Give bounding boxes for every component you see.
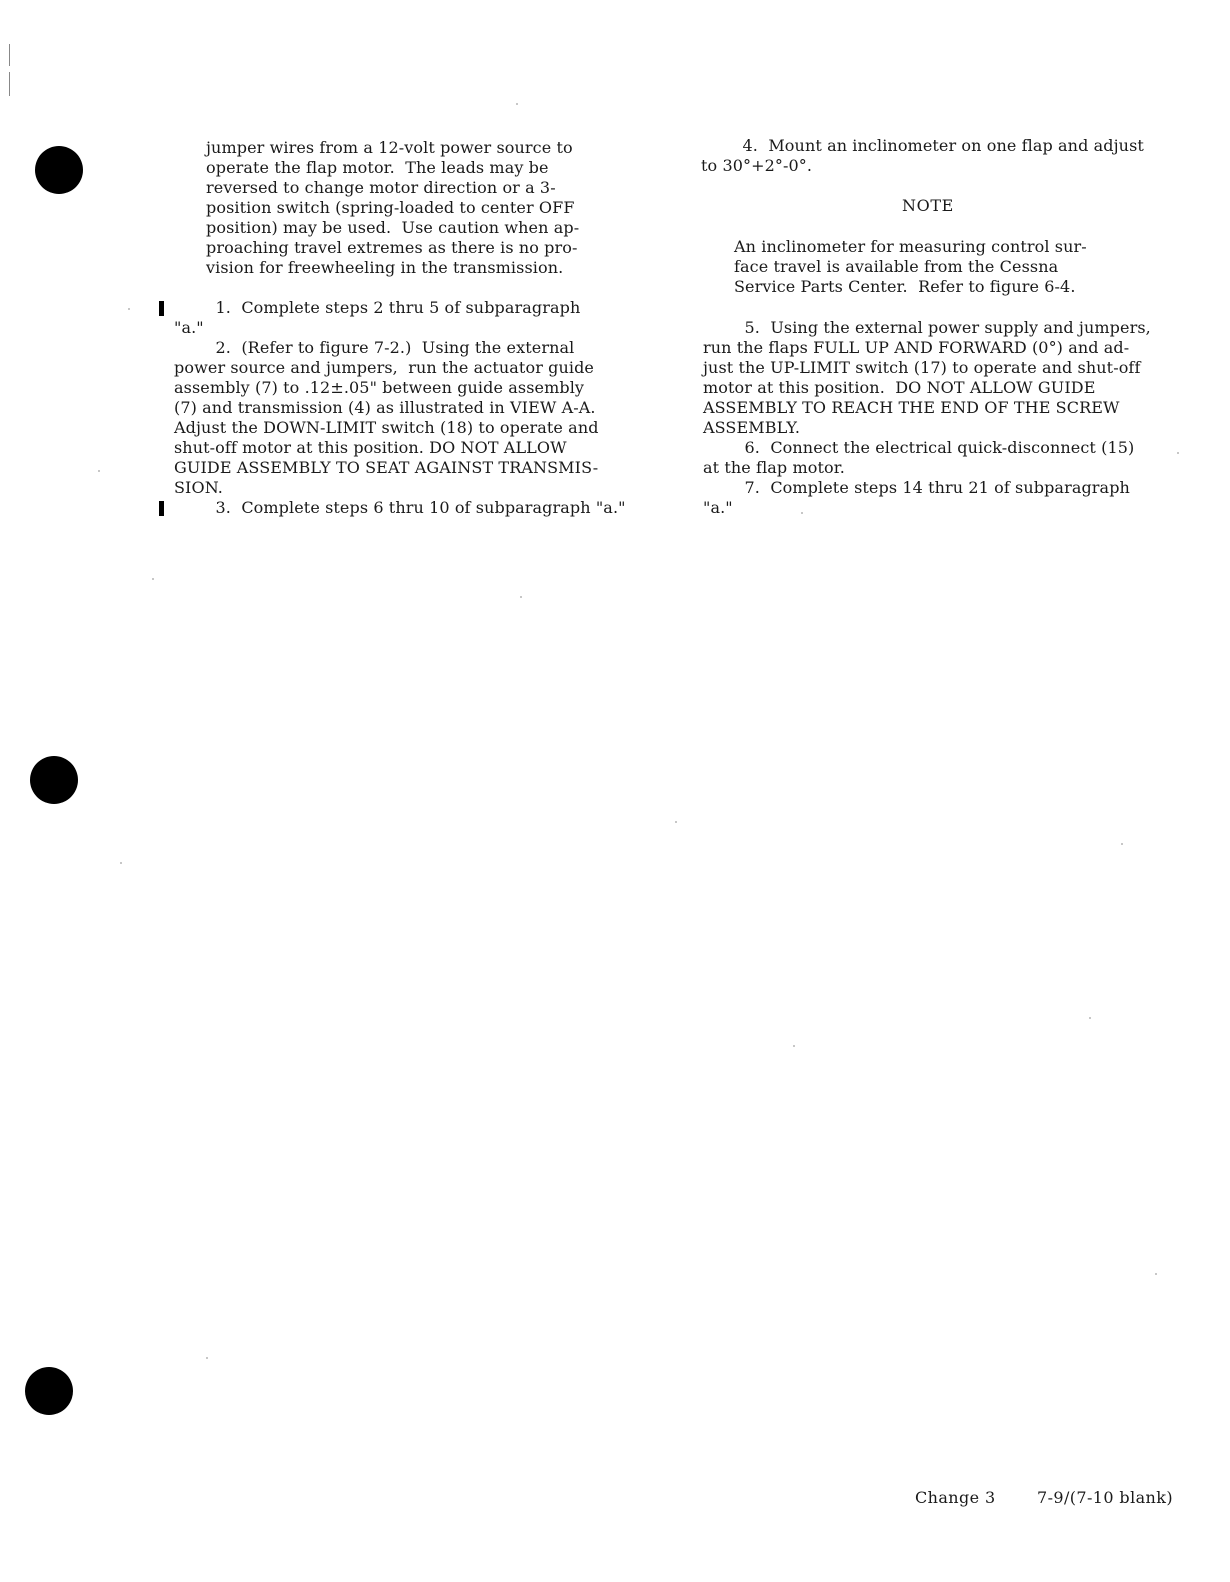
- scan-speck: [801, 512, 803, 514]
- scan-speck: [206, 1357, 208, 1359]
- step-2: 2. (Refer to figure 7-2.) Using the external power source and jumpers, run the actuator guide assembly (7) to .12±.05" between guide assembly (7) and transmission (4) as illustrated in VIEW A-A. Adjust the DOWN-LIMIT switch (18) to operate and shut-off motor at this position. DO NOT ALLOW GUIDE ASSEMBLY TO SEAT AGAINST TRANSMIS- SION.: [174, 338, 599, 497]
- scan-speck: [1121, 843, 1123, 845]
- step-1: 1. Complete steps 2 thru 5 of subparagraph "a.": [174, 298, 581, 337]
- page-number: 7-9/(7-10 blank): [1037, 1488, 1173, 1507]
- scan-speck: [1089, 1017, 1091, 1019]
- change-number: Change 3: [915, 1488, 996, 1507]
- scan-speck: [1177, 452, 1179, 454]
- step-3: 3. Complete steps 6 thru 10 of subparagraph "a.": [174, 498, 626, 517]
- binder-hole-middle: [30, 756, 78, 804]
- note-text: An inclinometer for measuring control sur- face travel is available from the Cessna Service Parts Center. Refer to figure 6-4.: [734, 237, 1087, 296]
- binder-hole-bottom: [25, 1367, 73, 1415]
- scan-speck: [128, 308, 130, 310]
- step-4: 4. Mount an inclinometer on one flap and adjust to 30°+2°-0°.: [701, 136, 1144, 175]
- note-heading: NOTE: [902, 196, 954, 215]
- step-7: 7. Complete steps 14 thru 21 of subparagraph "a.": [703, 478, 1130, 517]
- change-bar: [159, 301, 164, 316]
- change-bar: [159, 501, 164, 516]
- intro-paragraph: jumper wires from a 12-volt power source to operate the flap motor. The leads may be reversed to change motor direction or a 3- position switch (spring-loaded to center OFF position) may be used. Use caution when ap- proaching travel extremes as there is no pro- vision for freewheeling in the transmission.: [206, 138, 580, 277]
- binder-hole-top: [35, 146, 83, 194]
- scan-speck: [675, 821, 677, 823]
- scan-speck: [98, 470, 100, 472]
- scan-edge-mark: [9, 44, 10, 66]
- scan-speck: [516, 103, 518, 105]
- step-6: 6. Connect the electrical quick-disconnect (15) at the flap motor.: [703, 438, 1135, 477]
- scan-speck: [120, 862, 122, 864]
- scan-speck: [1155, 1273, 1157, 1275]
- scan-speck: [793, 1045, 795, 1047]
- scan-speck: [152, 578, 154, 580]
- step-5: 5. Using the external power supply and jumpers, run the flaps FULL UP AND FORWARD (0°) and ad- just the UP-LIMIT switch (17) to operate and shut-off motor at this position. DO NOT ALLOW GUIDE ASSEMBLY TO REACH THE END OF THE SCREW ASSEMBLY.: [703, 318, 1151, 437]
- scan-edge-mark: [9, 72, 10, 96]
- scan-speck: [520, 596, 522, 598]
